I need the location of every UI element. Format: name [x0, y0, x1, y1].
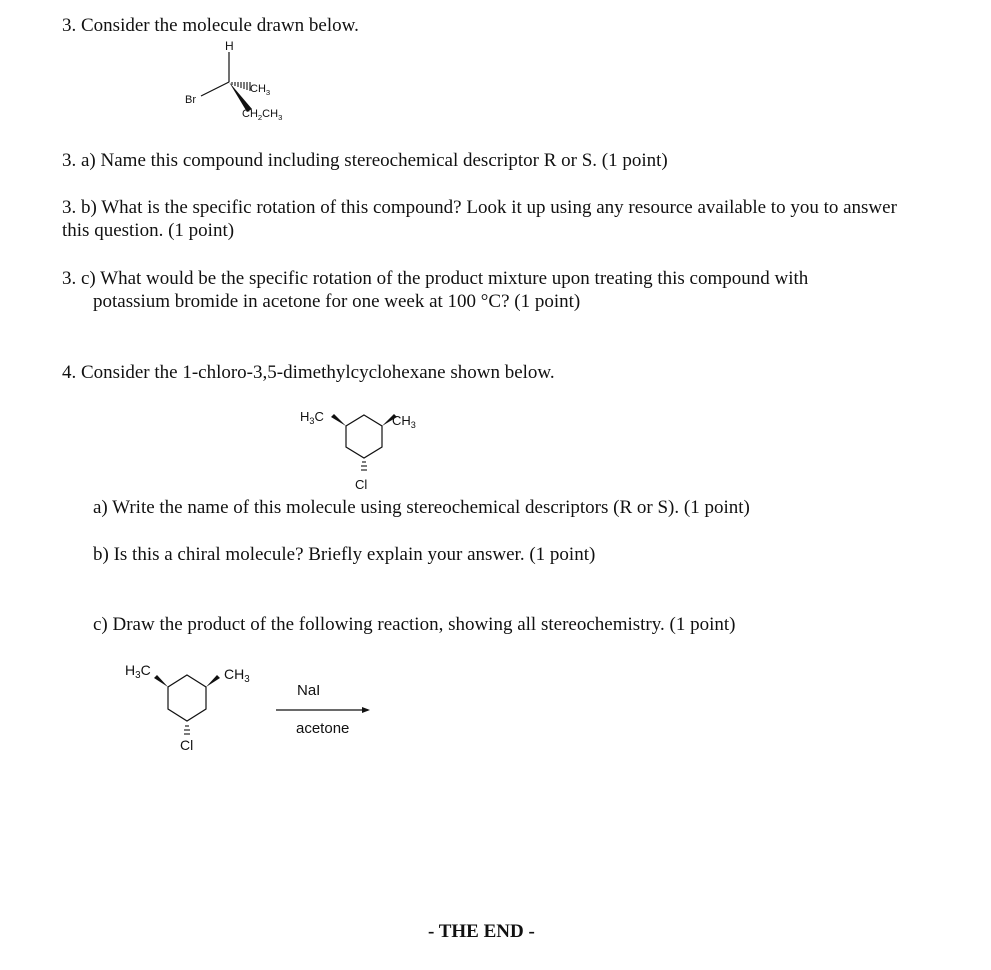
- q3-heading: 3. Consider the molecule drawn below.: [62, 15, 359, 36]
- reaction-arrow: [276, 705, 376, 715]
- q3a-text: 3. a) Name this compound including stereochemical descriptor R or S. (1 point): [62, 150, 668, 171]
- q3c-text-line2: potassium bromide in acetone for one week at 100 °C? (1 point): [93, 291, 581, 312]
- q4c-left-methyl-label: $H_3C$: [125, 662, 151, 681]
- q4-right-methyl-label: $CH_3$: [392, 413, 416, 430]
- q3-hydrogen-label: H: [225, 39, 234, 53]
- reagent-label: NaI: [297, 682, 321, 699]
- q4c-right-methyl-label: $CH_3$: [224, 666, 250, 685]
- q3-bromine-label: Br: [185, 94, 196, 106]
- q4c-text: c) Draw the product of the following reaction, showing all stereochemistry. (1 point): [93, 614, 736, 635]
- solvent-label: acetone: [296, 720, 350, 737]
- q3b-text: 3. b) What is the specific rotation of this compound? Look it up using any resource available to you to answer this question. (1 point): [62, 197, 897, 241]
- the-end: - THE END -: [428, 921, 535, 942]
- q4c-chlorine-label: Cl: [180, 737, 194, 753]
- q3-ethyl-label: $CH_2CH_3$: [242, 108, 283, 122]
- q4a-text: a) Write the name of this molecule using stereochemical descriptors (R or S). (1 point): [93, 497, 750, 518]
- q4-heading: 4. Consider the 1-chloro-3,5-dimethylcyclohexane shown below.: [62, 362, 555, 383]
- q3c-text-line1: 3. c) What would be the specific rotation of the product mixture upon treating this compound with: [62, 268, 809, 289]
- q4b-text: b) Is this a chiral molecule? Briefly explain your answer. (1 point): [93, 544, 596, 565]
- q3-methyl-label: $CH_3$: [250, 83, 271, 97]
- q4-chlorine-label: Cl: [355, 477, 368, 492]
- q4-left-methyl-label: $H_3C$: [300, 409, 324, 426]
